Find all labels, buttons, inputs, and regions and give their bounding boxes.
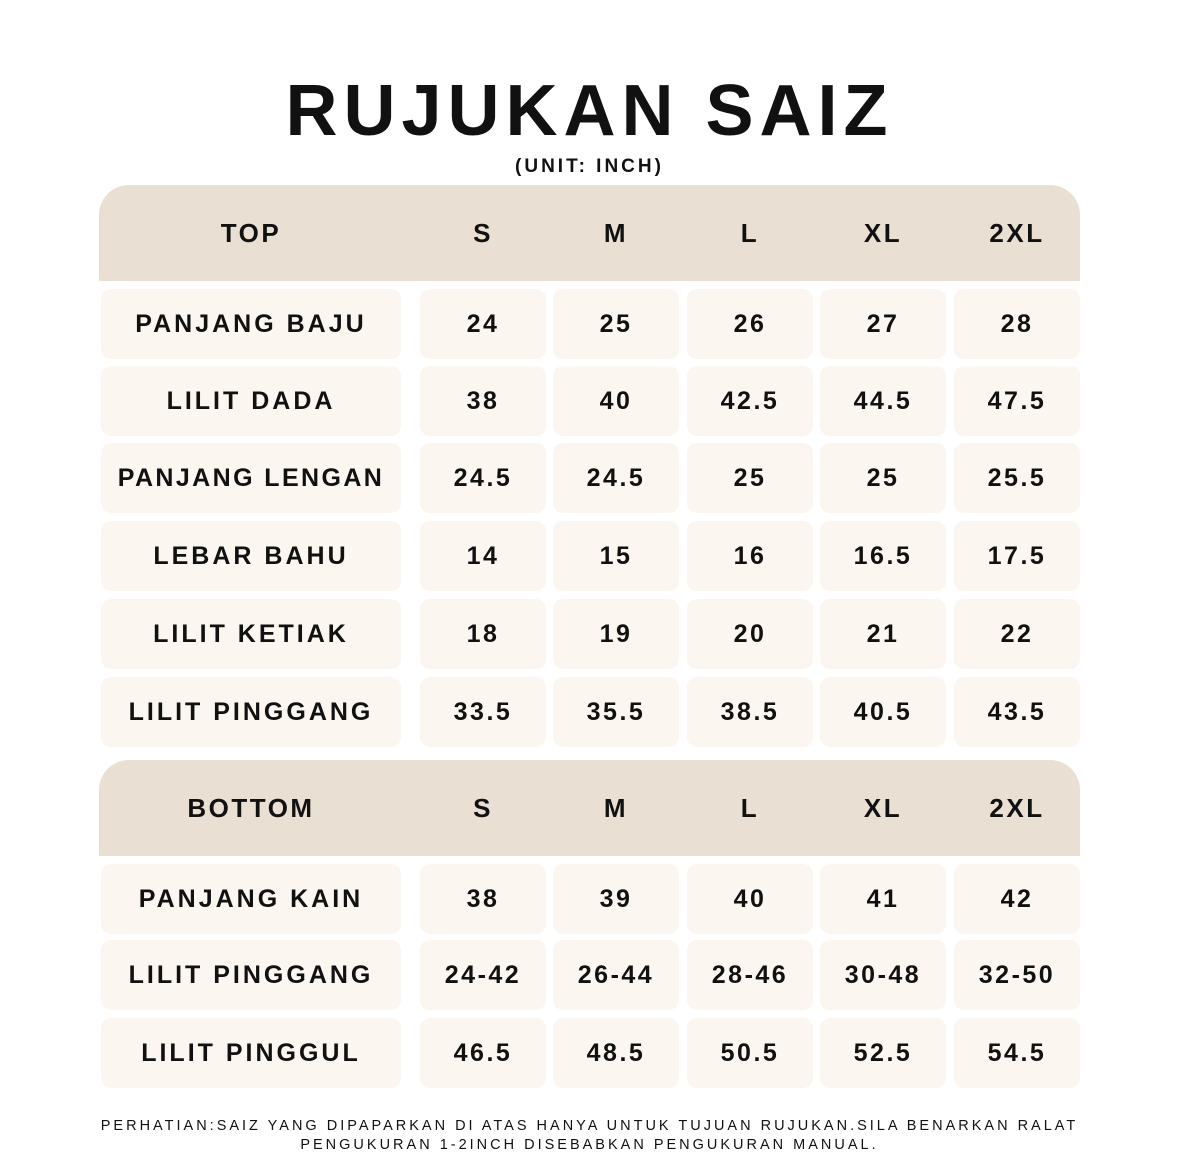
unit-label: (UNIT: INCH) xyxy=(515,156,664,177)
top-header-size-s: S xyxy=(473,217,493,248)
top-cell-xl: 25 xyxy=(820,443,946,513)
top-header-category: TOP xyxy=(220,217,282,248)
top-cell-xl: 44.5 xyxy=(820,366,946,436)
disclaimer-line-1: PERHATIAN:SAIZ YANG DIPAPARKAN DI ATAS HANYA UNTUK TUJUAN RUJUKAN.SILA BENARKAN RALAT xyxy=(100,1118,1079,1134)
top-row-label: LILIT DADA xyxy=(101,366,401,436)
bottom-cell-xl: 52.5 xyxy=(820,1018,946,1088)
bottom-header-row xyxy=(99,760,1080,856)
top-cell-2xl: 43.5 xyxy=(954,677,1080,747)
bottom-header-size-s: S xyxy=(473,792,493,823)
top-cell-2xl: 22 xyxy=(954,599,1080,669)
top-header-row xyxy=(99,185,1080,281)
bottom-row-label: PANJANG KAIN xyxy=(101,864,401,934)
bottom-cell-s: 38 xyxy=(420,864,546,934)
top-cell-s: 24.5 xyxy=(420,443,546,513)
disclaimer-line-2: PENGUKURAN 1-2INCH DISEBABKAN PENGUKURAN MANUAL. xyxy=(300,1137,879,1153)
top-cell-xl: 16.5 xyxy=(820,521,946,591)
top-cell-s: 24 xyxy=(420,289,546,359)
top-cell-m: 40 xyxy=(553,366,679,436)
top-header-size-l: L xyxy=(740,217,760,248)
top-row-label: PANJANG BAJU xyxy=(101,289,401,359)
top-row-label: LEBAR BAHU xyxy=(101,521,401,591)
top-cell-m: 24.5 xyxy=(553,443,679,513)
bottom-cell-m: 48.5 xyxy=(553,1018,679,1088)
bottom-row-label: LILIT PINGGUL xyxy=(101,1018,401,1088)
bottom-header-size-xl: XL xyxy=(863,792,903,823)
bottom-cell-m: 39 xyxy=(553,864,679,934)
top-cell-l: 20 xyxy=(687,599,813,669)
bottom-cell-xl: 41 xyxy=(820,864,946,934)
page-title: RUJUKAN SAIZ xyxy=(285,71,894,151)
top-cell-l: 42.5 xyxy=(687,366,813,436)
bottom-cell-2xl: 42 xyxy=(954,864,1080,934)
bottom-cell-s: 46.5 xyxy=(420,1018,546,1088)
top-cell-s: 14 xyxy=(420,521,546,591)
top-header-size-2xl: 2XL xyxy=(989,217,1045,248)
top-cell-l: 26 xyxy=(687,289,813,359)
top-row-label: LILIT KETIAK xyxy=(101,599,401,669)
top-cell-l: 16 xyxy=(687,521,813,591)
top-cell-l: 25 xyxy=(687,443,813,513)
top-cell-2xl: 47.5 xyxy=(954,366,1080,436)
bottom-cell-s: 24-42 xyxy=(420,940,546,1010)
bottom-header-size-2xl: 2XL xyxy=(989,792,1045,823)
top-cell-s: 33.5 xyxy=(420,677,546,747)
bottom-header-category: BOTTOM xyxy=(187,792,315,823)
bottom-row-label: LILIT PINGGANG xyxy=(101,940,401,1010)
top-cell-xl: 40.5 xyxy=(820,677,946,747)
top-cell-m: 25 xyxy=(553,289,679,359)
top-cell-m: 15 xyxy=(553,521,679,591)
bottom-cell-2xl: 54.5 xyxy=(954,1018,1080,1088)
top-cell-2xl: 17.5 xyxy=(954,521,1080,591)
top-cell-s: 18 xyxy=(420,599,546,669)
top-cell-m: 35.5 xyxy=(553,677,679,747)
top-row-label: PANJANG LENGAN xyxy=(101,443,401,513)
top-header-size-m: M xyxy=(603,217,629,248)
bottom-cell-l: 50.5 xyxy=(687,1018,813,1088)
top-header-size-xl: XL xyxy=(863,217,903,248)
top-cell-m: 19 xyxy=(553,599,679,669)
top-cell-xl: 27 xyxy=(820,289,946,359)
bottom-cell-2xl: 32-50 xyxy=(954,940,1080,1010)
bottom-header-size-m: M xyxy=(603,792,629,823)
top-cell-2xl: 28 xyxy=(954,289,1080,359)
top-cell-xl: 21 xyxy=(820,599,946,669)
top-row-label: LILIT PINGGANG xyxy=(101,677,401,747)
top-cell-2xl: 25.5 xyxy=(954,443,1080,513)
bottom-header-size-l: L xyxy=(740,792,760,823)
top-cell-s: 38 xyxy=(420,366,546,436)
bottom-cell-l: 40 xyxy=(687,864,813,934)
disclaimer-note xyxy=(0,1117,1179,1155)
bottom-cell-m: 26-44 xyxy=(553,940,679,1010)
bottom-cell-xl: 30-48 xyxy=(820,940,946,1010)
bottom-cell-l: 28-46 xyxy=(687,940,813,1010)
top-cell-l: 38.5 xyxy=(687,677,813,747)
